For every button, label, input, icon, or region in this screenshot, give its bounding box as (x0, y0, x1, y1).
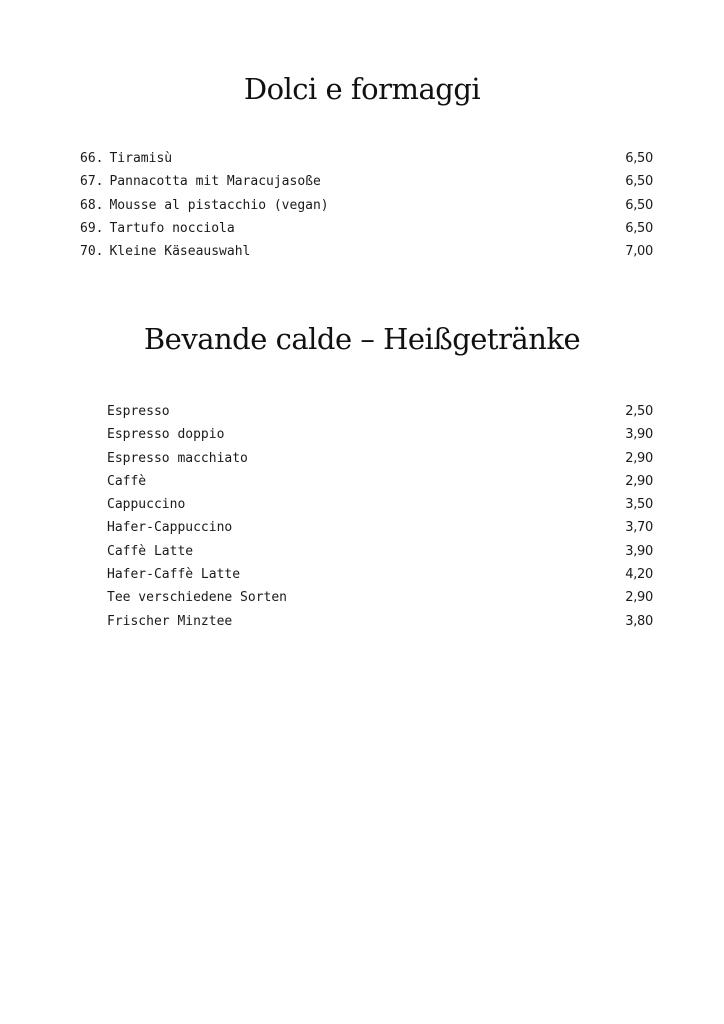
menu-item (0, 402, 724, 425)
item-name: Espresso doppio (107, 427, 225, 443)
item-price: 3,50 (625, 497, 653, 513)
item-number: 69. (80, 220, 104, 236)
menu-item (0, 588, 724, 611)
item-name: Pannacotta mit Maracujasoße (109, 174, 321, 190)
item-name: Caffè Latte (107, 543, 194, 559)
item-number: 70. (80, 244, 104, 260)
item-price: 3,70 (625, 520, 653, 536)
menu-item (0, 425, 724, 448)
item-number: 66. (80, 151, 104, 166)
item-name: Kleine Käseauswahl (109, 244, 251, 260)
menu-item (0, 565, 724, 588)
item-number: 68. (80, 197, 104, 213)
item-name: Caffè (107, 473, 147, 489)
menu-item (0, 219, 724, 242)
item-price: 6,50 (625, 151, 653, 166)
dolci-menu-list (0, 149, 724, 265)
menu-item (0, 542, 724, 565)
item-price: 3,90 (625, 543, 653, 559)
menu-item (0, 242, 724, 265)
menu-item (0, 495, 724, 518)
item-name: Hafer-Cappuccino (107, 520, 233, 536)
menu-item (0, 449, 724, 472)
item-name: Hafer-Caffè Latte (107, 567, 241, 583)
item-price: 7,00 (625, 244, 653, 260)
menu-item (0, 518, 724, 541)
item-name: Espresso macchiato (107, 450, 248, 466)
item-price: 6,50 (625, 220, 653, 236)
item-name: Espresso (107, 404, 170, 419)
item-number: 67. (80, 174, 104, 190)
item-price: 6,50 (625, 197, 653, 213)
menu-item (0, 612, 724, 635)
item-price: 2,90 (625, 450, 653, 466)
section-title-bevande: Bevande calde – Heißgetränke (143, 322, 581, 356)
item-name: Tartufo nocciola (109, 220, 235, 236)
item-price: 2,90 (625, 473, 653, 489)
item-price: 2,90 (625, 590, 653, 606)
item-name: Frischer Minztee (107, 613, 233, 629)
item-price: 2,50 (625, 404, 653, 419)
item-price: 4,20 (625, 567, 653, 583)
item-name: Mousse al pistacchio (vegan) (109, 197, 329, 213)
item-name: Tee verschiedene Sorten (107, 590, 288, 606)
item-price: 6,50 (625, 174, 653, 190)
menu-item (0, 196, 724, 219)
item-name: Cappuccino (107, 497, 186, 513)
menu-item (0, 172, 724, 195)
section-title-dolci: Dolci e formaggi (243, 72, 481, 106)
item-price: 3,80 (625, 613, 653, 629)
item-name: Tiramisù (109, 151, 173, 166)
bevande-menu-list (0, 402, 724, 635)
menu-item (0, 149, 724, 172)
menu-item (0, 472, 724, 495)
item-price: 3,90 (625, 427, 653, 443)
